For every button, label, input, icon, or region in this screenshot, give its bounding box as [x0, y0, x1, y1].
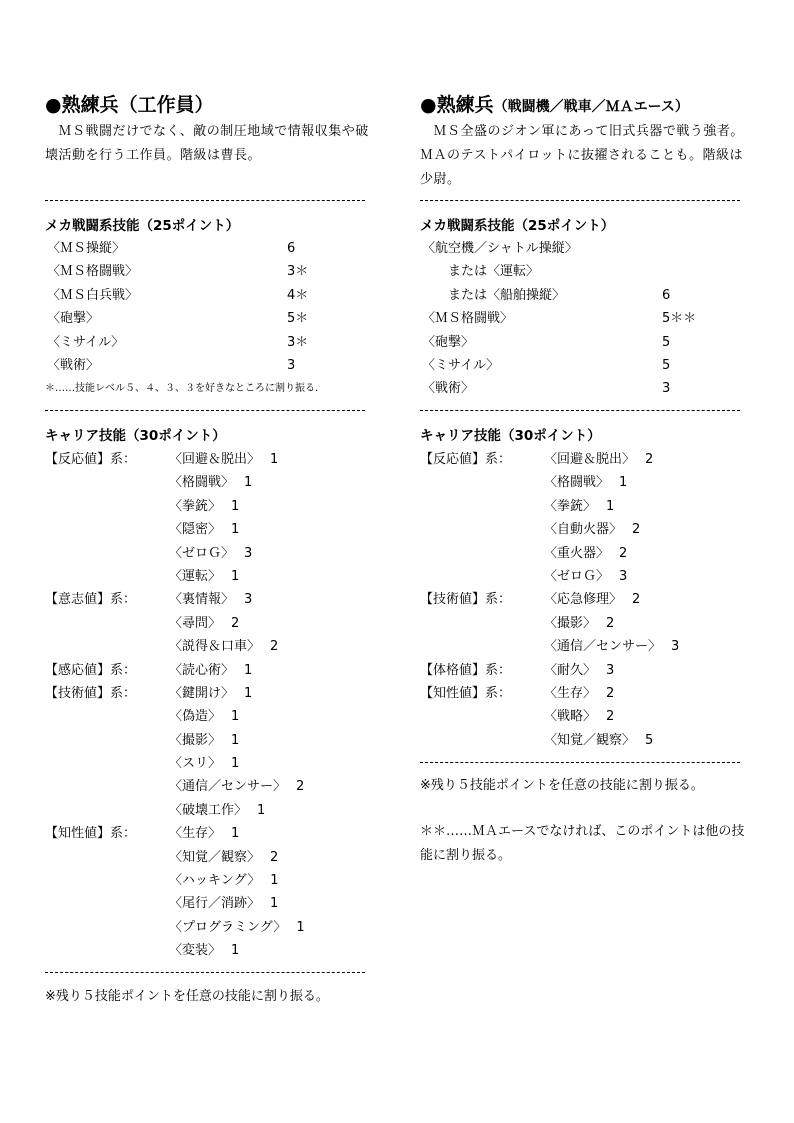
skill-category: 【技術値】系： — [420, 592, 512, 608]
mecha-skills-list — [45, 237, 375, 377]
career-skills-header: キャリア技能（30ポイント） — [45, 428, 226, 444]
skill-level: 2 — [632, 592, 641, 608]
mecha-skill-row — [420, 354, 750, 377]
skill-name: 〈航空機／シャトル操縦〉 — [422, 241, 578, 256]
skill-level: 5 — [645, 732, 654, 748]
remaining-points-note: ※残り５技能ポイントを任意の技能に割り振る。 — [420, 778, 704, 793]
skill-value: 5 — [662, 357, 671, 373]
skill-name: 〈応急修理〉 — [544, 592, 623, 608]
skill-name: 〈格闘戦〉 — [544, 475, 610, 491]
skill-level: 3 — [619, 568, 628, 584]
skill-level: 3 — [606, 662, 615, 678]
skill-entry — [544, 471, 627, 494]
skill-name: 〈説得＆口車〉 — [169, 639, 261, 655]
skill-value: 3＊ — [287, 334, 309, 350]
career-skill-row — [420, 635, 750, 658]
skill-entry — [169, 565, 239, 588]
skill-name: 〈重火器〉 — [544, 545, 610, 561]
skill-name: 〈戦術〉 — [47, 357, 100, 373]
skill-name: 〈隠密〉 — [169, 522, 222, 538]
skill-entry — [169, 612, 239, 635]
skill-entry — [544, 518, 640, 541]
career-skill-row — [45, 448, 375, 471]
skill-name: 〈通信／センサー〉 — [544, 639, 662, 655]
skill-value: 3 — [662, 381, 671, 397]
mecha-skill-row — [420, 284, 750, 307]
skill-category: 【意志値】系： — [45, 592, 137, 608]
skill-entry — [169, 705, 239, 728]
career-skill-row — [420, 565, 750, 588]
skill-name: 〈生存〉 — [169, 826, 222, 842]
skill-entry — [544, 588, 640, 611]
skill-name: 〈格闘戦〉 — [169, 475, 235, 491]
skill-entry — [169, 822, 239, 845]
mecha-footnote: ＊……技能レベル５、４、３、３を好きなところに割り振る. — [45, 383, 319, 394]
mecha-skill-row — [45, 307, 375, 330]
career-skill-row — [420, 612, 750, 635]
skill-level: 2 — [632, 522, 641, 538]
mecha-skill-row — [45, 237, 375, 260]
skill-name: 〈ゼロＧ〉 — [169, 545, 235, 561]
career-skill-row — [45, 846, 375, 869]
skill-level: 2 — [606, 709, 615, 725]
skill-name: 〈運転〉 — [169, 568, 222, 584]
skill-level: 1 — [606, 498, 615, 514]
skill-entry — [169, 869, 279, 892]
skill-name: 〈生存〉 — [544, 685, 597, 701]
skill-name: 〈スリ〉 — [169, 756, 222, 772]
skill-name: 〈裏情報〉 — [169, 592, 235, 608]
career-skill-row — [420, 471, 750, 494]
skill-name: 〈戦術〉 — [422, 381, 475, 397]
mecha-skill-row — [420, 237, 750, 260]
skill-name: 〈撮影〉 — [169, 732, 222, 748]
skill-level: 1 — [244, 685, 253, 701]
skill-level: 2 — [619, 545, 628, 561]
career-skill-row — [45, 682, 375, 705]
skill-name: または〈船舶操縦〉 — [422, 287, 566, 303]
skill-value: 4＊ — [287, 287, 309, 303]
divider — [420, 410, 740, 411]
skill-level: 1 — [244, 662, 253, 678]
skill-level: 2 — [270, 849, 279, 865]
divider — [420, 200, 740, 201]
divider — [420, 762, 740, 763]
skill-category: 【感応値】系： — [45, 662, 137, 678]
skill-entry — [169, 846, 278, 869]
career-skill-row — [45, 612, 375, 635]
career-skill-row — [45, 659, 375, 682]
skill-category: 【反応値】系： — [45, 452, 137, 467]
career-skill-row — [45, 799, 375, 822]
mecha-skill-row — [45, 354, 375, 377]
skill-value: 3＊ — [287, 264, 309, 280]
career-skills-list — [420, 448, 750, 752]
mecha-skill-row — [420, 331, 750, 354]
skill-name: 〈尋問〉 — [169, 615, 222, 631]
section-title-main: ●熟練兵 — [420, 94, 494, 116]
skill-name: 〈ＭＳ格闘戦〉 — [47, 264, 139, 280]
skill-entry — [169, 518, 239, 541]
skill-name: 〈拳銃〉 — [544, 498, 597, 514]
career-skill-row — [420, 682, 750, 705]
skill-name: または〈運転〉 — [422, 264, 540, 280]
skill-name: 〈プログラミング〉 — [169, 919, 287, 935]
career-skill-row — [420, 495, 750, 518]
skill-name: 〈回避＆脱出〉 — [169, 452, 261, 467]
career-skill-row — [45, 635, 375, 658]
skill-name: 〈ハッキング〉 — [169, 873, 261, 889]
career-skill-row — [45, 518, 375, 541]
skill-name: 〈耐久〉 — [544, 662, 597, 678]
skill-entry — [544, 612, 614, 635]
section-description: ＭＳ全盛のジオン軍にあって旧式兵器で戦う強者。ＭＡのテストパイロットに抜擢されることも。階級は少尉。 — [420, 124, 744, 187]
skill-level: 3 — [244, 592, 253, 608]
section-title: ●熟練兵（工作員） — [45, 94, 214, 116]
skill-entry — [169, 542, 252, 565]
skill-name: 〈尾行／消跡〉 — [169, 896, 261, 912]
skill-entry — [169, 892, 278, 915]
skill-level: 1 — [231, 826, 240, 842]
career-skill-row — [45, 892, 375, 915]
skill-value: 6 — [662, 287, 671, 303]
skill-category: 【反応値】系： — [420, 452, 512, 467]
career-skill-row — [45, 542, 375, 565]
ma-ace-footnote: ＊＊……ＭＡエースでなければ、このポイントは他の技能に割り振る。 — [420, 824, 745, 863]
skill-name: 〈回避＆脱出〉 — [544, 452, 636, 467]
skill-name: 〈ゼロＧ〉 — [544, 568, 610, 584]
skill-name: 〈ＭＳ操縦〉 — [47, 241, 126, 256]
skill-name: 〈知覚／観察〉 — [544, 732, 636, 748]
skill-entry — [544, 495, 614, 518]
skill-entry — [169, 659, 252, 682]
skill-category: 【技術値】系： — [45, 685, 137, 701]
career-skill-row — [45, 471, 375, 494]
skill-entry — [169, 471, 252, 494]
skill-entry — [169, 799, 265, 822]
skill-name: 〈戦略〉 — [544, 709, 597, 725]
skill-value: 5＊ — [287, 311, 309, 327]
skill-entry — [169, 495, 239, 518]
skill-name: 〈ミサイル〉 — [47, 334, 125, 350]
skill-entry — [169, 588, 252, 611]
career-skill-row — [45, 565, 375, 588]
mecha-skill-row — [45, 260, 375, 283]
skill-entry — [169, 729, 239, 752]
skill-level: 2 — [606, 685, 615, 701]
skill-value: 5＊＊ — [662, 311, 697, 327]
skill-entry — [544, 659, 614, 682]
mecha-skill-row — [420, 260, 750, 283]
skill-name: 〈撮影〉 — [544, 615, 597, 631]
skill-entry — [169, 635, 278, 658]
skill-level: 1 — [231, 943, 240, 959]
skill-name: 〈通信／センサー〉 — [169, 779, 287, 795]
career-skill-row — [45, 705, 375, 728]
section-title-sub: （戦闘機／戦車／ＭＡエース） — [493, 99, 689, 115]
skill-level: 3 — [244, 545, 253, 561]
skill-level: 1 — [231, 498, 240, 514]
skill-name: 〈読心術〉 — [169, 662, 235, 678]
mecha-skills-header: メカ戦闘系技能（25ポイント） — [420, 218, 615, 234]
career-skill-row — [420, 518, 750, 541]
career-skill-row — [420, 542, 750, 565]
mecha-skills-header: メカ戦闘系技能（25ポイント） — [45, 218, 240, 234]
skill-name: 〈ＭＳ白兵戦〉 — [47, 287, 139, 303]
skill-name: 〈変装〉 — [169, 943, 222, 959]
skill-name: 〈砲撃〉 — [422, 334, 475, 350]
skill-entry — [544, 729, 653, 752]
skill-entry — [169, 682, 252, 705]
mecha-skill-row — [45, 331, 375, 354]
career-skill-row — [45, 495, 375, 518]
skill-level: 1 — [244, 475, 253, 491]
skill-level: 1 — [231, 732, 240, 748]
skill-level: 1 — [231, 522, 240, 538]
skill-name: 〈鍵開け〉 — [169, 685, 235, 701]
remaining-points-note: ※残り５技能ポイントを任意の技能に割り振る。 — [45, 989, 329, 1004]
skill-level: 1 — [231, 756, 240, 772]
skill-level: 2 — [645, 452, 654, 467]
career-skill-row — [420, 448, 750, 471]
career-skills-list — [45, 448, 375, 963]
skill-level: 1 — [270, 452, 279, 467]
career-skill-row — [45, 729, 375, 752]
skill-category: 【体格値】系： — [420, 662, 512, 678]
skill-entry — [169, 775, 304, 798]
career-skill-row — [420, 588, 750, 611]
skill-level: 1 — [257, 802, 266, 818]
skill-level: 2 — [231, 615, 240, 631]
skill-level: 1 — [231, 709, 240, 725]
skill-entry — [544, 705, 614, 728]
skill-category: 【知性値】系： — [420, 685, 512, 701]
skill-entry — [169, 916, 305, 939]
skill-name: 〈拳銃〉 — [169, 498, 222, 514]
skill-entry — [544, 542, 627, 565]
skill-entry — [544, 682, 614, 705]
career-skill-row — [45, 588, 375, 611]
skill-name: 〈砲撃〉 — [47, 311, 100, 327]
skill-level: 1 — [270, 873, 279, 889]
skill-level: 2 — [606, 615, 615, 631]
skill-entry — [169, 752, 239, 775]
mecha-skills-list — [420, 237, 750, 401]
skill-name: 〈自動火器〉 — [544, 522, 623, 538]
skill-value: 3 — [287, 357, 296, 373]
career-skill-row — [45, 916, 375, 939]
skill-entry — [169, 448, 278, 471]
skill-level: 1 — [231, 568, 240, 584]
divider — [45, 410, 365, 411]
divider — [45, 200, 365, 201]
skill-value: 5 — [662, 334, 671, 350]
career-skill-row — [45, 822, 375, 845]
career-skills-header: キャリア技能（30ポイント） — [420, 428, 601, 444]
divider — [45, 972, 365, 973]
skill-name: 〈ＭＳ格闘戦〉 — [422, 311, 514, 327]
mecha-skill-row — [45, 284, 375, 307]
skill-level: 2 — [296, 779, 305, 795]
skill-level: 1 — [270, 896, 279, 912]
skill-category: 【知性値】系： — [45, 826, 137, 842]
career-skill-row — [45, 869, 375, 892]
skill-entry — [544, 635, 679, 658]
skill-level: 1 — [296, 919, 305, 935]
mecha-skill-row — [420, 377, 750, 400]
skill-level: 1 — [619, 475, 628, 491]
career-skill-row — [45, 939, 375, 962]
career-skill-row — [420, 705, 750, 728]
skill-value: 6 — [287, 241, 296, 256]
career-skill-row — [420, 729, 750, 752]
career-skill-row — [420, 659, 750, 682]
skill-entry — [169, 939, 239, 962]
skill-name: 〈偽造〉 — [169, 709, 222, 725]
mecha-skill-row — [420, 307, 750, 330]
career-skill-row — [45, 752, 375, 775]
skill-level: 3 — [671, 639, 680, 655]
career-skill-row — [45, 775, 375, 798]
skill-name: 〈ミサイル〉 — [422, 357, 500, 373]
skill-level: 2 — [270, 639, 279, 655]
skill-name: 〈知覚／観察〉 — [169, 849, 261, 865]
skill-name: 〈破壊工作〉 — [169, 802, 248, 818]
skill-entry — [544, 565, 627, 588]
section-title — [420, 91, 689, 121]
skill-entry — [544, 448, 653, 471]
section-description: ＭＳ戦闘だけでなく、敵の制圧地域で情報収集や破壊活動を行う工作員。階級は曹長。 — [45, 124, 369, 163]
